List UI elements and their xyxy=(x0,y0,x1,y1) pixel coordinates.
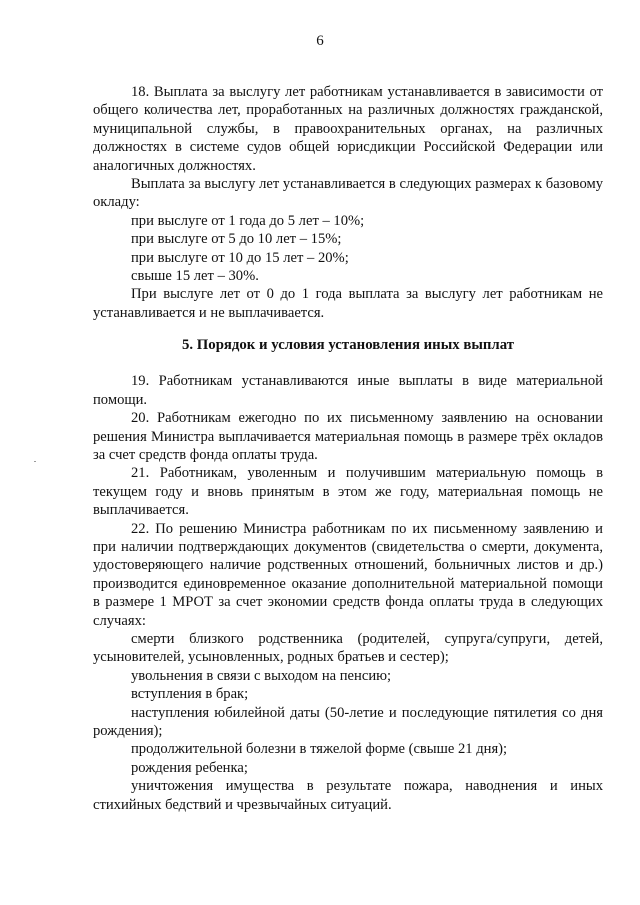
page-number: 6 xyxy=(316,33,324,49)
paragraph-18-rates-intro: Выплата за выслугу лет устанавливается в следующих размерах к базовому окладу: xyxy=(93,176,603,211)
section-5-heading: 5. Порядок и условия установления иных выплат xyxy=(181,337,515,354)
paragraph-18: 18. Выплата за выслугу лет работникам устанавливается в зависимости от общего количества лет, проработанных на различных должностях гражданской, муниципальной службы, в правоохранительных органах, на различных должностях в системе судов общей юрисдикции Российской Федерации или аналогичных должностях. xyxy=(93,84,603,174)
case-item: продолжительной болезни в тяжелой форме (свыше 21 дня); xyxy=(131,741,508,758)
paragraph-18-no-payment: При выслуге лет от 0 до 1 года выплата за выслугу лет работникам не устанавливается и не выплачивается. xyxy=(93,286,603,321)
rate-item: при выслуге от 1 года до 5 лет – 10%; xyxy=(131,212,365,229)
document-body xyxy=(93,83,603,814)
paragraph-19: 19. Работникам устанавливаются иные выплаты в виде материальной помощи. xyxy=(93,373,603,408)
case-item: вступления в брак; xyxy=(131,686,249,703)
scan-speck xyxy=(34,461,36,462)
case-item: смерти близкого родственника (родителей, супруга/супруги, детей, усыновителей, усыновленных, родных братьев и сестер); xyxy=(93,630,603,666)
rate-item: при выслуге от 5 до 10 лет – 15%; xyxy=(131,231,342,248)
paragraph-21: 21. Работникам, уволенным и получившим материальную помощь в текущем году и вновь принятым в этом же году, материальная помощь не выплачивается. xyxy=(93,465,603,519)
paragraph-20: 20. Работникам ежегодно по их письменному заявлению на основании решения Министра выплачивается материальная помощь в размере трёх окладов за счет средств фонда оплаты труда. xyxy=(93,410,603,463)
case-item: рождения ребенка; xyxy=(131,759,248,776)
case-item: наступления юбилейной даты (50-летие и последующие пятилетия со дня рождения); xyxy=(93,704,603,739)
rate-item: свыше 15 лет – 30%. xyxy=(131,268,259,285)
rate-item: при выслуге от 10 до 15 лет – 20%; xyxy=(131,249,349,266)
case-item: увольнения в связи с выходом на пенсию; xyxy=(131,667,392,684)
case-item: уничтожения имущества в результате пожара, наводнения и иных стихийных бедствий и чрезвычайных ситуаций. xyxy=(93,778,603,813)
paragraph-22: 22. По решению Министра работникам по их письменному заявлению и при наличии подтверждающих документов (свидетельства о смерти, документа, удостоверяющего наличие родственных отношений, больничных листов и др.) производится единовременное оказание дополнительной материальной помощи в размере 1 МРОТ за счет экономии средств фонда оплаты труда в следующих случаях: xyxy=(93,520,603,629)
